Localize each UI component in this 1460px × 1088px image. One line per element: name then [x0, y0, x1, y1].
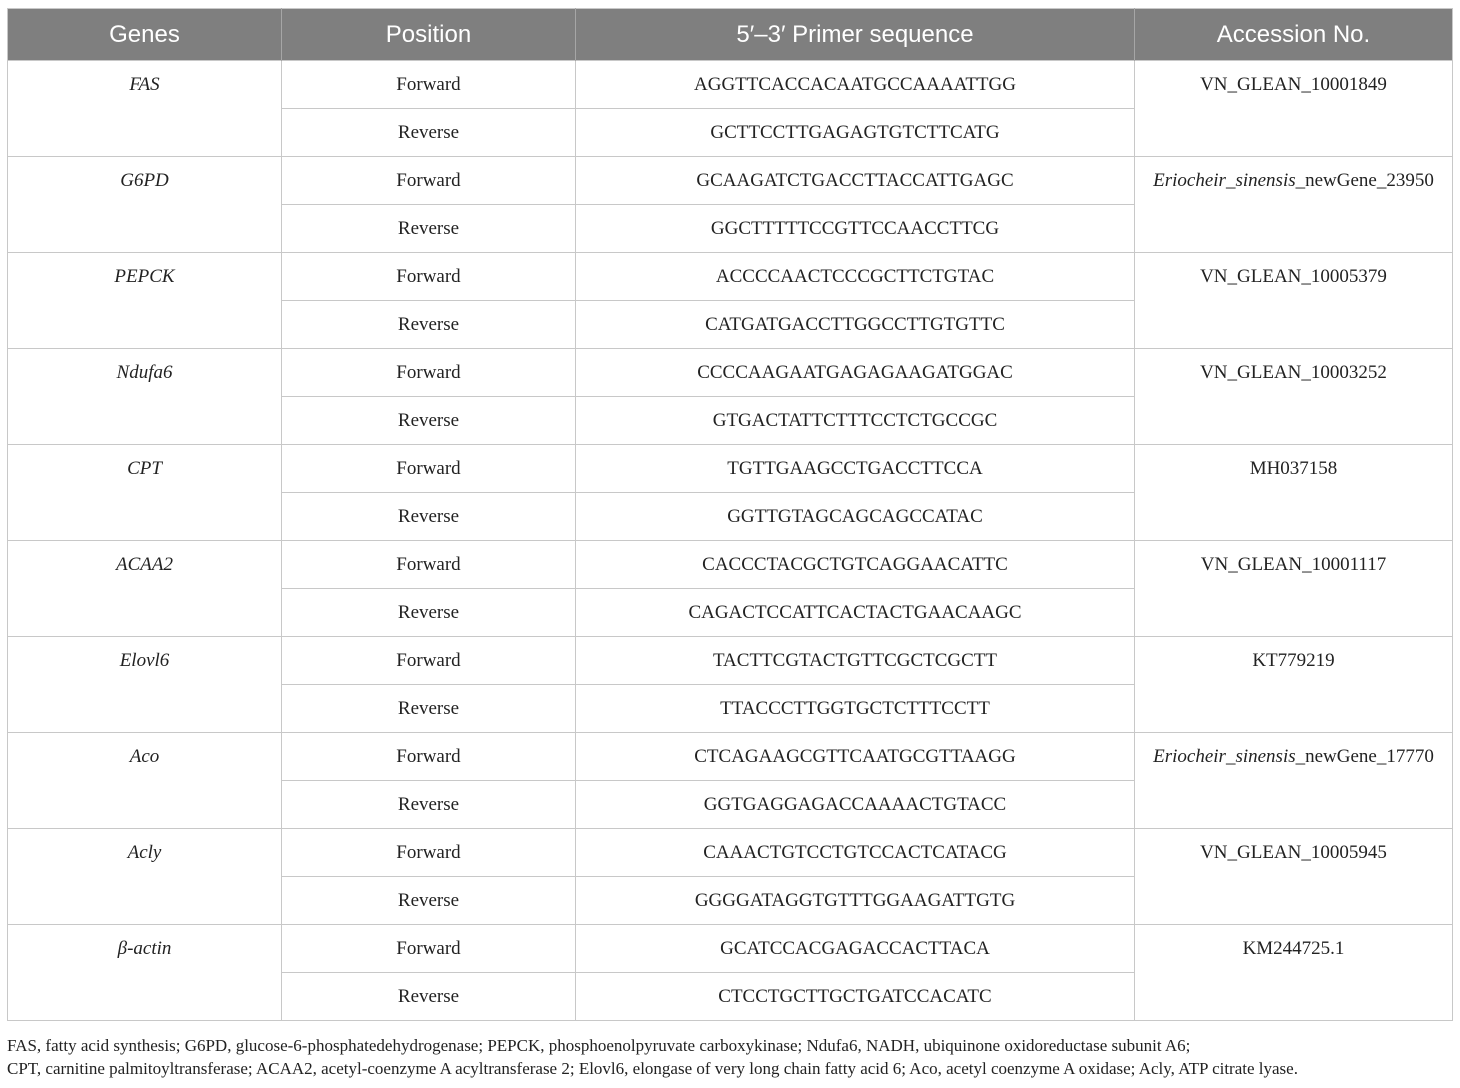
accession-number: [1135, 445, 1453, 541]
accession-id: MH037158: [1249, 458, 1338, 479]
forward-primer-sequence: CACCCTACGCTGTCAGGAACATTC: [576, 541, 1135, 589]
position-forward: Forward: [282, 61, 576, 109]
table-row: [8, 541, 1453, 589]
forward-primer-sequence: GCAAGATCTGACCTTACCATTGAGC: [576, 157, 1135, 205]
accession-id: VN_GLEAN_10001849: [1200, 74, 1387, 95]
forward-primer-sequence: AGGTTCACCACAATGCCAAAATTGG: [576, 61, 1135, 109]
primer-table: [7, 8, 1453, 1021]
reverse-primer-sequence: CATGATGACCTTGGCCTTGTGTTC: [576, 301, 1135, 349]
accession-number: [1135, 349, 1453, 445]
gene-name: β-actin: [8, 925, 282, 1021]
header-primer-sequence: 5′–3′ Primer sequence: [576, 9, 1135, 61]
header-genes: Genes: [8, 9, 282, 61]
footnote-line-1: FAS, fatty acid synthesis; G6PD, glucose-6-phosphatedehydrogenase; PEPCK, phosphoenolpyruvate carboxykinase; Ndufa6, NADH, ubiquinone oxidoreductase subunit A6;: [7, 1036, 1191, 1055]
reverse-primer-sequence: CAGACTCCATTCACTACTGAACAAGC: [576, 589, 1135, 637]
reverse-primer-sequence: GCTTCCTTGAGAGTGTCTTCATG: [576, 109, 1135, 157]
gene-name: Acly: [8, 829, 282, 925]
accession-id: VN_GLEAN_10005945: [1200, 842, 1387, 863]
position-forward: Forward: [282, 349, 576, 397]
forward-primer-sequence: CTCAGAAGCGTTCAATGCGTTAAGG: [576, 733, 1135, 781]
table-row: [8, 733, 1453, 781]
position-forward: Forward: [282, 157, 576, 205]
table-header: [8, 9, 1453, 61]
accession-id: KM244725.1: [1242, 938, 1345, 959]
position-reverse: Reverse: [282, 781, 576, 829]
header-position: Position: [282, 9, 576, 61]
accession-number: [1135, 925, 1453, 1021]
reverse-primer-sequence: GGGGATAGGTGTTTGGAAGATTGTG: [576, 877, 1135, 925]
position-reverse: Reverse: [282, 589, 576, 637]
position-reverse: Reverse: [282, 973, 576, 1021]
accession-id: _newGene_23950: [1295, 170, 1434, 191]
table-row: [8, 253, 1453, 301]
accession-number: [1135, 61, 1453, 157]
position-forward: Forward: [282, 253, 576, 301]
forward-primer-sequence: CCCCAAGAATGAGAGAAGATGGAC: [576, 349, 1135, 397]
forward-primer-sequence: ACCCCAACTCCCGCTTCTGTAC: [576, 253, 1135, 301]
position-reverse: Reverse: [282, 109, 576, 157]
gene-name: Ndufa6: [8, 349, 282, 445]
forward-primer-sequence: GCATCCACGAGACCACTTACA: [576, 925, 1135, 973]
accession-id: VN_GLEAN_10003252: [1200, 362, 1387, 383]
position-reverse: Reverse: [282, 301, 576, 349]
table-row: [8, 61, 1453, 109]
table-row: [8, 349, 1453, 397]
primer-table-container: [7, 8, 1452, 1021]
reverse-primer-sequence: GGTGAGGAGACCAAAACTGTACC: [576, 781, 1135, 829]
reverse-primer-sequence: GGTTGTAGCAGCAGCCATAC: [576, 493, 1135, 541]
reverse-primer-sequence: GGCTTTTTCCGTTCCAACCTTCG: [576, 205, 1135, 253]
gene-name: Elovl6: [8, 637, 282, 733]
accession-number: [1135, 157, 1453, 253]
accession-number: [1135, 541, 1453, 637]
forward-primer-sequence: TGTTGAAGCCTGACCTTCCA: [576, 445, 1135, 493]
reverse-primer-sequence: CTCCTGCTTGCTGATCCACATC: [576, 973, 1135, 1021]
position-reverse: Reverse: [282, 397, 576, 445]
accession-number: [1135, 253, 1453, 349]
accession-number: [1135, 637, 1453, 733]
reverse-primer-sequence: TTACCCTTGGTGCTCTTTCCTT: [576, 685, 1135, 733]
gene-name: FAS: [8, 61, 282, 157]
accession-id: KT779219: [1252, 650, 1335, 671]
gene-name: G6PD: [8, 157, 282, 253]
header-row: [8, 9, 1453, 61]
position-reverse: Reverse: [282, 877, 576, 925]
position-forward: Forward: [282, 541, 576, 589]
accession-species-prefix: Eriocheir_sinensis: [1153, 170, 1296, 191]
accession-species-prefix: Eriocheir_sinensis: [1153, 746, 1296, 767]
accession-number: [1135, 733, 1453, 829]
position-reverse: Reverse: [282, 205, 576, 253]
table-footnote: [7, 1034, 1452, 1080]
reverse-primer-sequence: GTGACTATTCTTTCCTCTGCCGC: [576, 397, 1135, 445]
forward-primer-sequence: TACTTCGTACTGTTCGCTCGCTT: [576, 637, 1135, 685]
gene-name: CPT: [8, 445, 282, 541]
position-forward: Forward: [282, 925, 576, 973]
accession-id: VN_GLEAN_10001117: [1200, 554, 1387, 575]
gene-name: PEPCK: [8, 253, 282, 349]
footnote-line-2: CPT, carnitine palmitoyltransferase; ACAA2, acetyl-coenzyme A acyltransferase 2; Elovl6, elongase of very long chain fatty acid 6; Aco, acetyl coenzyme A oxidase; Acly, ATP citrate lyase.: [7, 1059, 1298, 1078]
gene-name: Aco: [8, 733, 282, 829]
table-row: [8, 829, 1453, 877]
position-reverse: Reverse: [282, 493, 576, 541]
header-accession: Accession No.: [1135, 9, 1453, 61]
accession-id: _newGene_17770: [1295, 746, 1434, 767]
table-row: [8, 925, 1453, 973]
accession-number: [1135, 829, 1453, 925]
table-row: [8, 157, 1453, 205]
gene-name: ACAA2: [8, 541, 282, 637]
forward-primer-sequence: CAAACTGTCCTGTCCACTCATACG: [576, 829, 1135, 877]
position-forward: Forward: [282, 829, 576, 877]
table-row: [8, 445, 1453, 493]
position-reverse: Reverse: [282, 685, 576, 733]
position-forward: Forward: [282, 733, 576, 781]
position-forward: Forward: [282, 445, 576, 493]
accession-id: VN_GLEAN_10005379: [1200, 266, 1387, 287]
table-body: [8, 61, 1453, 1021]
table-row: [8, 637, 1453, 685]
position-forward: Forward: [282, 637, 576, 685]
